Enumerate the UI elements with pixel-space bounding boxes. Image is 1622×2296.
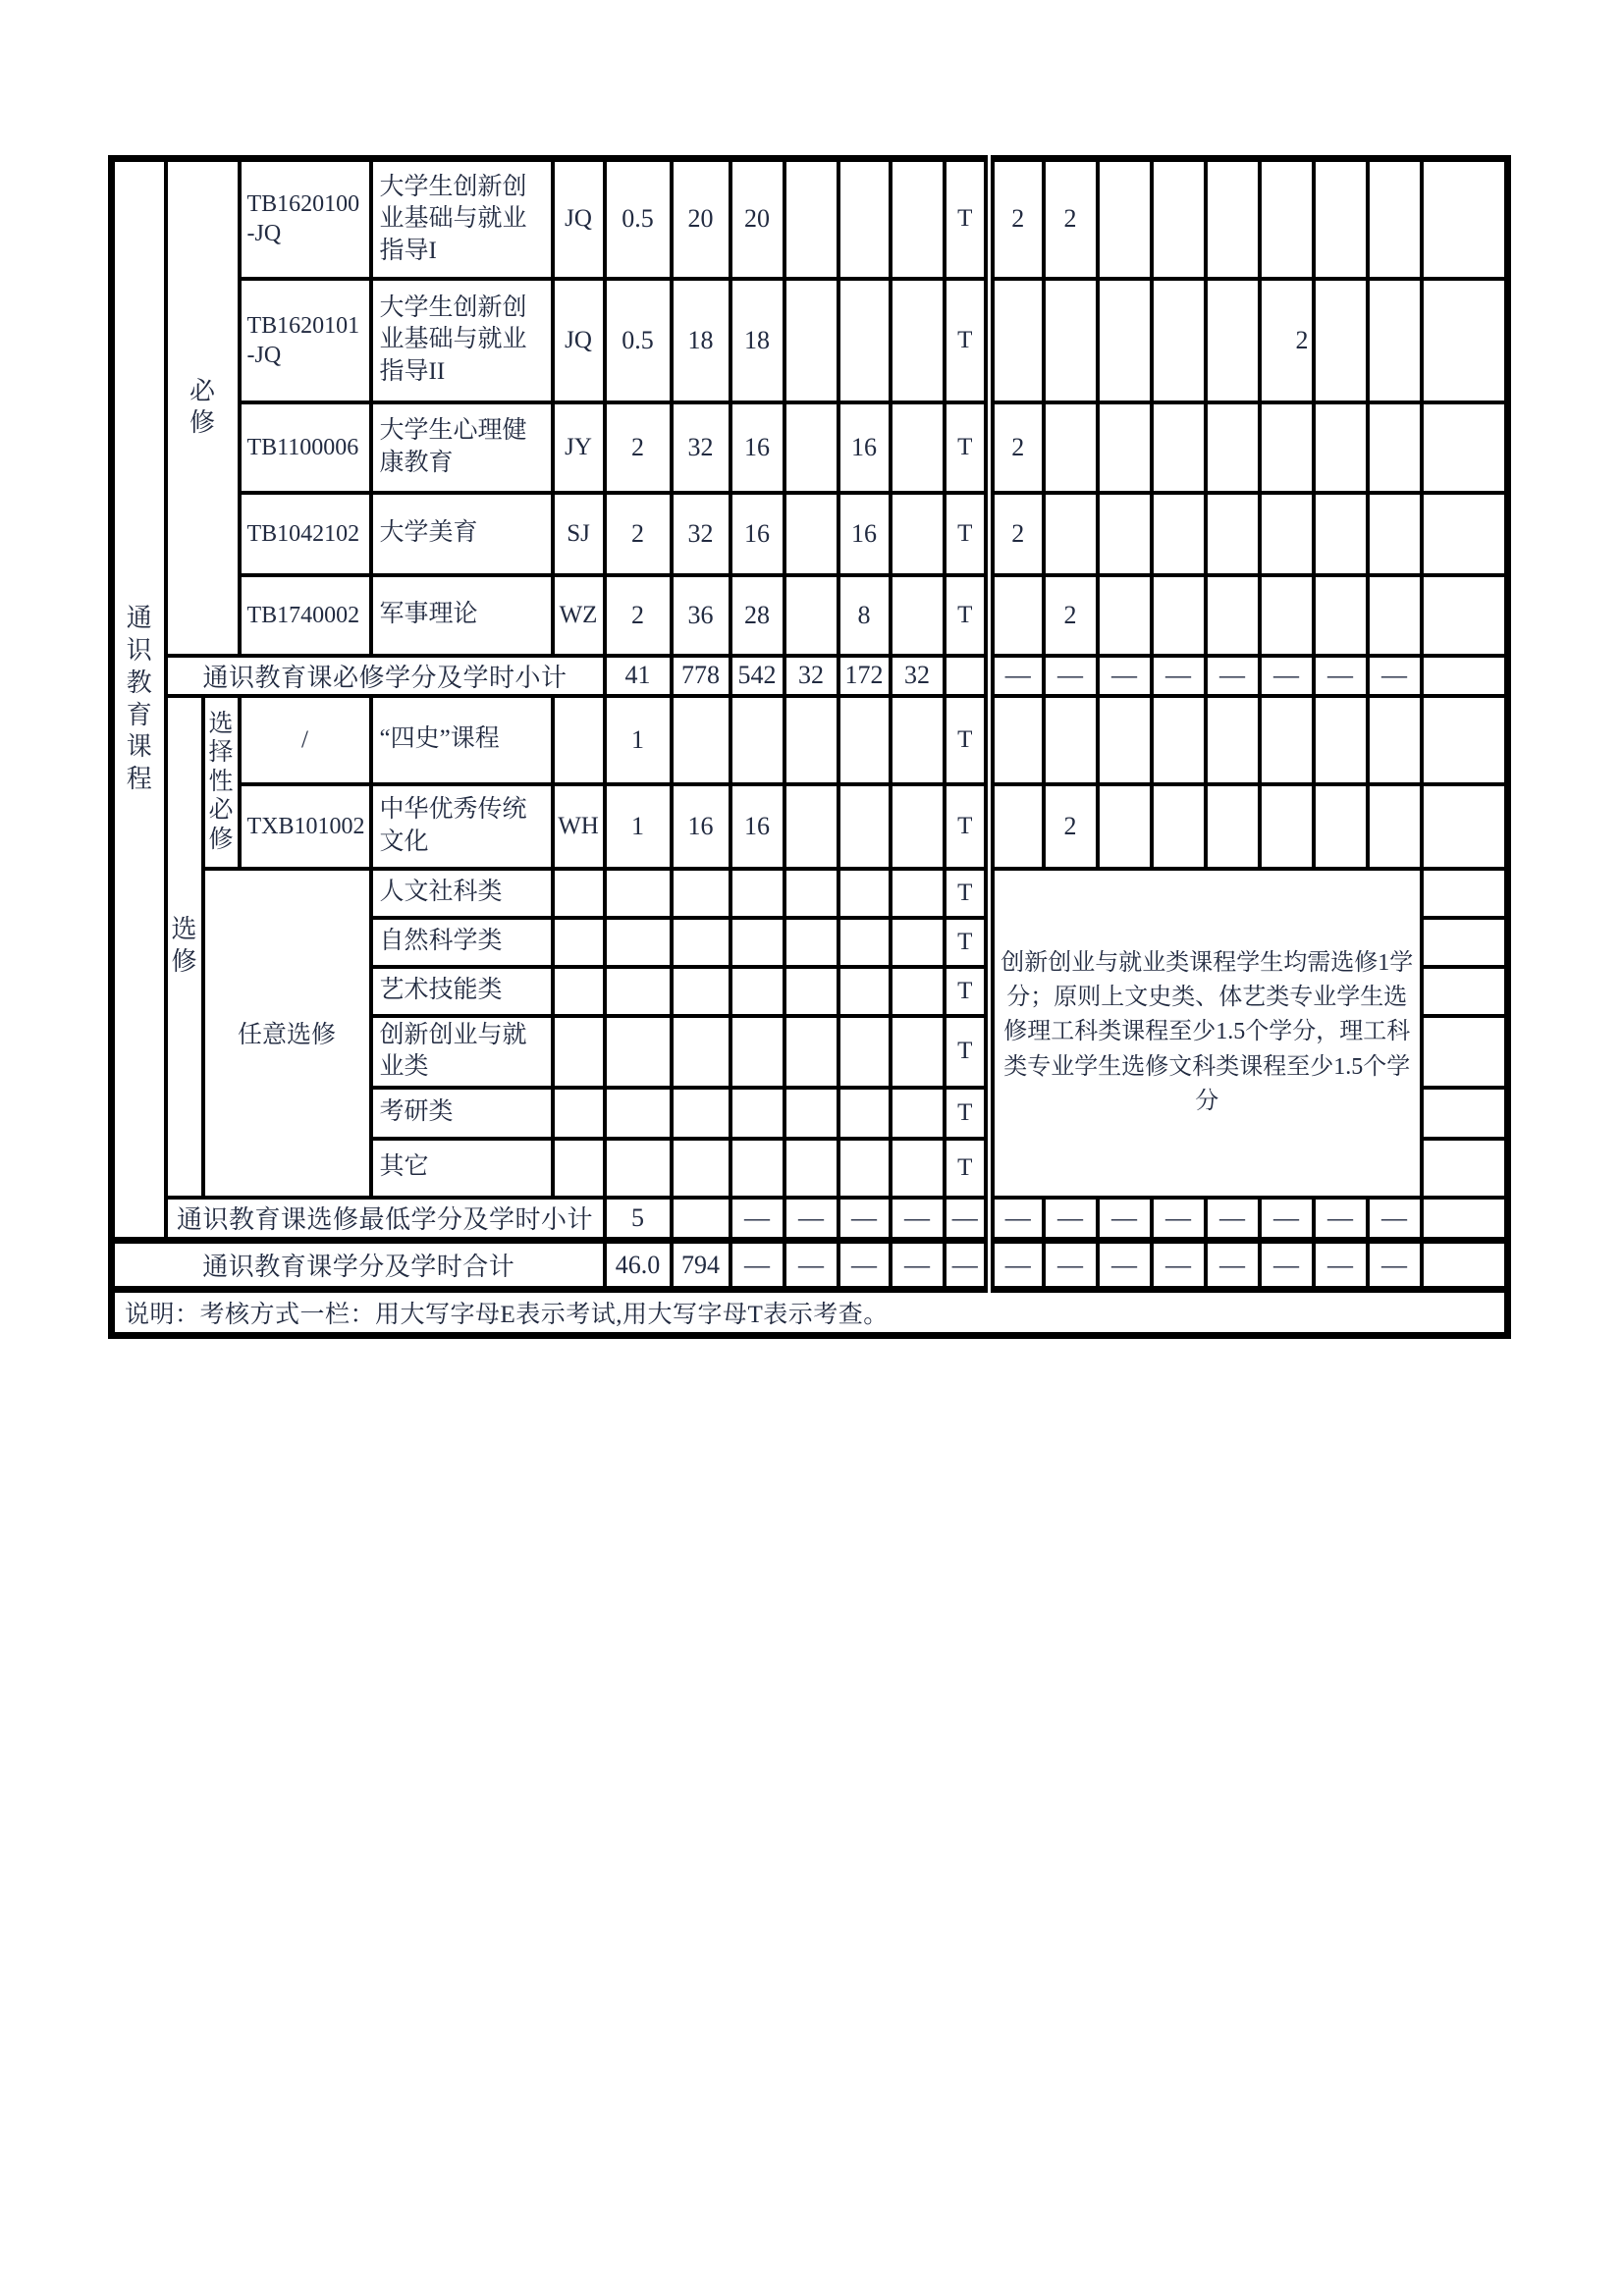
hours-1 — [730, 869, 784, 918]
semester-1 — [990, 279, 1044, 402]
required-subtotal-label: 通识教育课必修学分及学时小计 — [166, 656, 605, 696]
semester-7 — [1314, 493, 1368, 575]
total-hours: 18 — [672, 279, 730, 402]
group-elective-label: 选修 — [171, 915, 197, 976]
semester-1: — — [990, 656, 1044, 696]
required-subtotal-row — [112, 656, 1508, 696]
hours-2 — [784, 869, 838, 918]
exam-method: T — [945, 1139, 990, 1198]
course-code: TB1620101-JQ — [240, 279, 371, 402]
exam-method: — — [945, 1198, 990, 1241]
semester-2: 2 — [1044, 784, 1098, 869]
credits: 1 — [605, 784, 672, 869]
semester-1: 2 — [990, 159, 1044, 279]
total-hours — [672, 967, 730, 1016]
exam-method: T — [945, 1088, 990, 1139]
hours-1: — — [730, 1198, 784, 1241]
credits: 1 — [605, 696, 672, 784]
extra-cell — [1422, 784, 1508, 869]
course-code: TB1100006 — [240, 402, 371, 493]
semester-3: — — [1098, 1241, 1152, 1290]
semester-3 — [1098, 784, 1152, 869]
semester-2: — — [1044, 656, 1098, 696]
credits: 0.5 — [605, 279, 672, 402]
total-hours: 36 — [672, 575, 730, 656]
hours-4 — [891, 1139, 945, 1198]
total-hours — [672, 918, 730, 967]
semester-3 — [1098, 159, 1152, 279]
hours-2 — [784, 696, 838, 784]
teaching-unit: JQ — [553, 279, 605, 402]
extra-cell — [1422, 402, 1508, 493]
semester-3 — [1098, 575, 1152, 656]
teaching-unit — [553, 1139, 605, 1198]
semester-6 — [1260, 784, 1314, 869]
hours-4 — [891, 575, 945, 656]
elective-category-row — [112, 869, 1508, 918]
hours-1: 28 — [730, 575, 784, 656]
semester-5 — [1206, 159, 1260, 279]
hours-1 — [730, 696, 784, 784]
hours-2 — [784, 1139, 838, 1198]
semester-6: — — [1260, 1198, 1314, 1241]
total-hours — [672, 1139, 730, 1198]
exam-method: T — [945, 493, 990, 575]
hours-2 — [784, 159, 838, 279]
semester-5 — [1206, 402, 1260, 493]
hours-4 — [891, 402, 945, 493]
hours-1 — [730, 918, 784, 967]
teaching-unit: SJ — [553, 493, 605, 575]
course-row — [112, 784, 1508, 869]
elective-subtotal-row — [112, 1198, 1508, 1241]
semester-8 — [1368, 696, 1422, 784]
category-name: 其它 — [371, 1139, 553, 1198]
course-name: 大学生心理健康教育 — [371, 402, 553, 493]
credits — [605, 1088, 672, 1139]
group-required-label: 必修 — [189, 376, 216, 438]
group-required-cell — [166, 159, 240, 656]
semester-3 — [1098, 402, 1152, 493]
semester-4 — [1152, 493, 1206, 575]
semester-4 — [1152, 696, 1206, 784]
course-name: 军事理论 — [371, 575, 553, 656]
total-hours — [672, 869, 730, 918]
hours-3 — [838, 967, 891, 1016]
credits — [605, 869, 672, 918]
total-hours: 32 — [672, 402, 730, 493]
hours-2 — [784, 1088, 838, 1139]
semester-2: 2 — [1044, 575, 1098, 656]
exam-method: T — [945, 784, 990, 869]
exam-method: T — [945, 575, 990, 656]
semester-1: 2 — [990, 402, 1044, 493]
course-row — [112, 493, 1508, 575]
semester-2 — [1044, 493, 1098, 575]
total-hours — [672, 1088, 730, 1139]
course-name: “四史”课程 — [371, 696, 553, 784]
teaching-unit — [553, 1016, 605, 1088]
semester-8: — — [1368, 1198, 1422, 1241]
course-row — [112, 696, 1508, 784]
total-hours — [672, 696, 730, 784]
hours-2 — [784, 918, 838, 967]
teaching-unit: WZ — [553, 575, 605, 656]
semester-6 — [1260, 159, 1314, 279]
extra-cell — [1422, 159, 1508, 279]
hours-3 — [838, 869, 891, 918]
footnote-text: 说明：考核方式一栏：用大写字母E表示考试,用大写字母T表示考查。 — [112, 1290, 1508, 1336]
exam-method: T — [945, 1016, 990, 1088]
hours-2 — [784, 1016, 838, 1088]
semester-5 — [1206, 575, 1260, 656]
hours-4: — — [891, 1241, 945, 1290]
semester-4: — — [1152, 656, 1206, 696]
semester-4 — [1152, 402, 1206, 493]
semester-1 — [990, 575, 1044, 656]
exam-method: T — [945, 967, 990, 1016]
exam-method — [945, 656, 990, 696]
semester-5 — [1206, 493, 1260, 575]
hours-3 — [838, 1016, 891, 1088]
course-row — [112, 159, 1508, 279]
hours-3 — [838, 696, 891, 784]
credits: 2 — [605, 575, 672, 656]
semester-2: — — [1044, 1198, 1098, 1241]
curriculum-table — [108, 155, 1511, 1339]
teaching-unit — [553, 1088, 605, 1139]
course-name: 大学生创新创业基础与就业指导II — [371, 279, 553, 402]
category-name: 考研类 — [371, 1088, 553, 1139]
semester-3 — [1098, 279, 1152, 402]
semester-2 — [1044, 696, 1098, 784]
category-name: 艺术技能类 — [371, 967, 553, 1016]
semester-1: 2 — [990, 493, 1044, 575]
hours-2 — [784, 402, 838, 493]
hours-3 — [838, 1088, 891, 1139]
extra-cell — [1422, 279, 1508, 402]
semester-7 — [1314, 402, 1368, 493]
hours-4 — [891, 869, 945, 918]
credits — [605, 967, 672, 1016]
hours-1: 18 — [730, 279, 784, 402]
hours-1: 16 — [730, 402, 784, 493]
semester-3: — — [1098, 1198, 1152, 1241]
hours-4: — — [891, 1198, 945, 1241]
credits: 0.5 — [605, 159, 672, 279]
semester-7: — — [1314, 1241, 1368, 1290]
hours-3 — [838, 159, 891, 279]
semester-5: — — [1206, 1198, 1260, 1241]
extra-cell — [1422, 967, 1508, 1016]
hours-4 — [891, 696, 945, 784]
extra-cell — [1422, 1139, 1508, 1198]
hours-3: — — [838, 1198, 891, 1241]
hours-2: — — [784, 1198, 838, 1241]
exam-method: T — [945, 869, 990, 918]
semester-7: — — [1314, 656, 1368, 696]
total-hours — [672, 1016, 730, 1088]
category-name: 自然科学类 — [371, 918, 553, 967]
hours-1: 16 — [730, 784, 784, 869]
elective-note: 创新创业与就业类课程学生均需选修1学分；原则上文史类、体艺类专业学生选修理工科类课程至少1.5个学分，理工科类专业学生选修文科类课程至少1.5个学分 — [990, 869, 1422, 1198]
hours-2: — — [784, 1241, 838, 1290]
extra-cell — [1422, 575, 1508, 656]
hours-1: 20 — [730, 159, 784, 279]
semester-5: — — [1206, 1241, 1260, 1290]
semester-6 — [1260, 493, 1314, 575]
course-row — [112, 575, 1508, 656]
semester-8: — — [1368, 656, 1422, 696]
extra-cell — [1422, 656, 1508, 696]
semester-7: — — [1314, 1198, 1368, 1241]
semester-7 — [1314, 784, 1368, 869]
semester-7 — [1314, 279, 1368, 402]
extra-cell — [1422, 696, 1508, 784]
semester-4: — — [1152, 1198, 1206, 1241]
semester-6 — [1260, 696, 1314, 784]
hours-3: — — [838, 1241, 891, 1290]
category-name: 人文社科类 — [371, 869, 553, 918]
category-label: 通识教育课程 — [126, 604, 152, 793]
hours-4 — [891, 967, 945, 1016]
semester-8 — [1368, 493, 1422, 575]
group-free-elective-cell: 任意选修 — [203, 869, 371, 1198]
extra-cell — [1422, 1016, 1508, 1088]
exam-method: T — [945, 918, 990, 967]
grand-total-row — [112, 1241, 1508, 1290]
semester-2: 2 — [1044, 159, 1098, 279]
semester-8 — [1368, 159, 1422, 279]
course-row — [112, 279, 1508, 402]
hours-1 — [730, 1139, 784, 1198]
credits: 46.0 — [605, 1241, 672, 1290]
exam-method: T — [945, 159, 990, 279]
hours-3: 16 — [838, 493, 891, 575]
extra-cell — [1422, 1088, 1508, 1139]
total-hours — [672, 1198, 730, 1241]
hours-1: — — [730, 1241, 784, 1290]
total-hours: 16 — [672, 784, 730, 869]
hours-4 — [891, 1016, 945, 1088]
semester-1 — [990, 784, 1044, 869]
semester-3: — — [1098, 656, 1152, 696]
course-code: TB1620100-JQ — [240, 159, 371, 279]
semester-8: — — [1368, 1241, 1422, 1290]
semester-4 — [1152, 159, 1206, 279]
semester-8 — [1368, 575, 1422, 656]
semester-5 — [1206, 696, 1260, 784]
credits — [605, 1016, 672, 1088]
hours-2 — [784, 575, 838, 656]
teaching-unit — [553, 696, 605, 784]
semester-2 — [1044, 402, 1098, 493]
semester-3 — [1098, 696, 1152, 784]
total-hours: 20 — [672, 159, 730, 279]
group-elective-cell — [166, 696, 203, 1198]
semester-6 — [1260, 402, 1314, 493]
course-code: TB1042102 — [240, 493, 371, 575]
grand-total-label: 通识教育课学分及学时合计 — [112, 1241, 605, 1290]
extra-cell — [1422, 918, 1508, 967]
hours-4 — [891, 784, 945, 869]
semester-3 — [1098, 493, 1152, 575]
semester-6: 2 — [1260, 279, 1314, 402]
exam-method: T — [945, 279, 990, 402]
course-name: 大学生创新创业基础与就业指导I — [371, 159, 553, 279]
semester-5 — [1206, 279, 1260, 402]
category-cell — [112, 159, 166, 1241]
hours-1 — [730, 1088, 784, 1139]
semester-8 — [1368, 279, 1422, 402]
teaching-unit — [553, 918, 605, 967]
exam-method: T — [945, 402, 990, 493]
exam-method: T — [945, 696, 990, 784]
credits — [605, 1139, 672, 1198]
hours-1: 16 — [730, 493, 784, 575]
hours-3: 16 — [838, 402, 891, 493]
credits: 2 — [605, 402, 672, 493]
credits: 2 — [605, 493, 672, 575]
hours-3: 8 — [838, 575, 891, 656]
hours-1 — [730, 967, 784, 1016]
course-code: TXB101002 — [240, 784, 371, 869]
hours-3: 172 — [838, 656, 891, 696]
semester-5 — [1206, 784, 1260, 869]
semester-4 — [1152, 575, 1206, 656]
hours-2: 32 — [784, 656, 838, 696]
course-code: / — [240, 696, 371, 784]
hours-1: 542 — [730, 656, 784, 696]
semester-7 — [1314, 159, 1368, 279]
credits: 41 — [605, 656, 672, 696]
group-selective-required-cell — [203, 696, 240, 869]
semester-7 — [1314, 575, 1368, 656]
hours-4 — [891, 159, 945, 279]
course-name: 大学美育 — [371, 493, 553, 575]
extra-cell — [1422, 1241, 1508, 1290]
hours-2 — [784, 967, 838, 1016]
hours-3 — [838, 784, 891, 869]
teaching-unit — [553, 869, 605, 918]
hours-4 — [891, 279, 945, 402]
extra-cell — [1422, 869, 1508, 918]
course-name: 中华优秀传统文化 — [371, 784, 553, 869]
elective-subtotal-label: 通识教育课选修最低学分及学时小计 — [166, 1198, 605, 1241]
exam-method: — — [945, 1241, 990, 1290]
hours-4 — [891, 1088, 945, 1139]
semester-7 — [1314, 696, 1368, 784]
total-hours: 32 — [672, 493, 730, 575]
semester-6: — — [1260, 1241, 1314, 1290]
hours-3 — [838, 1139, 891, 1198]
hours-2 — [784, 493, 838, 575]
hours-2 — [784, 784, 838, 869]
total-hours: 794 — [672, 1241, 730, 1290]
semester-6 — [1260, 575, 1314, 656]
credits: 5 — [605, 1198, 672, 1241]
teaching-unit: JQ — [553, 159, 605, 279]
footnote-row — [112, 1290, 1508, 1336]
hours-4 — [891, 493, 945, 575]
semester-2 — [1044, 279, 1098, 402]
course-row — [112, 402, 1508, 493]
hours-4: 32 — [891, 656, 945, 696]
semester-1: — — [990, 1241, 1044, 1290]
semester-2: — — [1044, 1241, 1098, 1290]
hours-1 — [730, 1016, 784, 1088]
hours-3 — [838, 918, 891, 967]
semester-4 — [1152, 784, 1206, 869]
semester-4: — — [1152, 1241, 1206, 1290]
semester-1: — — [990, 1198, 1044, 1241]
extra-cell — [1422, 493, 1508, 575]
teaching-unit: WH — [553, 784, 605, 869]
semester-5: — — [1206, 656, 1260, 696]
teaching-unit: JY — [553, 402, 605, 493]
hours-2 — [784, 279, 838, 402]
semester-1 — [990, 696, 1044, 784]
credits — [605, 918, 672, 967]
category-name: 创新创业与就业类 — [371, 1016, 553, 1088]
semester-6: — — [1260, 656, 1314, 696]
teaching-unit — [553, 967, 605, 1016]
hours-4 — [891, 918, 945, 967]
semester-8 — [1368, 784, 1422, 869]
semester-8 — [1368, 402, 1422, 493]
semester-4 — [1152, 279, 1206, 402]
course-code: TB1740002 — [240, 575, 371, 656]
total-hours: 778 — [672, 656, 730, 696]
extra-cell — [1422, 1198, 1508, 1241]
hours-3 — [838, 279, 891, 402]
group-selective-required-label: 选择性必修 — [208, 710, 234, 853]
